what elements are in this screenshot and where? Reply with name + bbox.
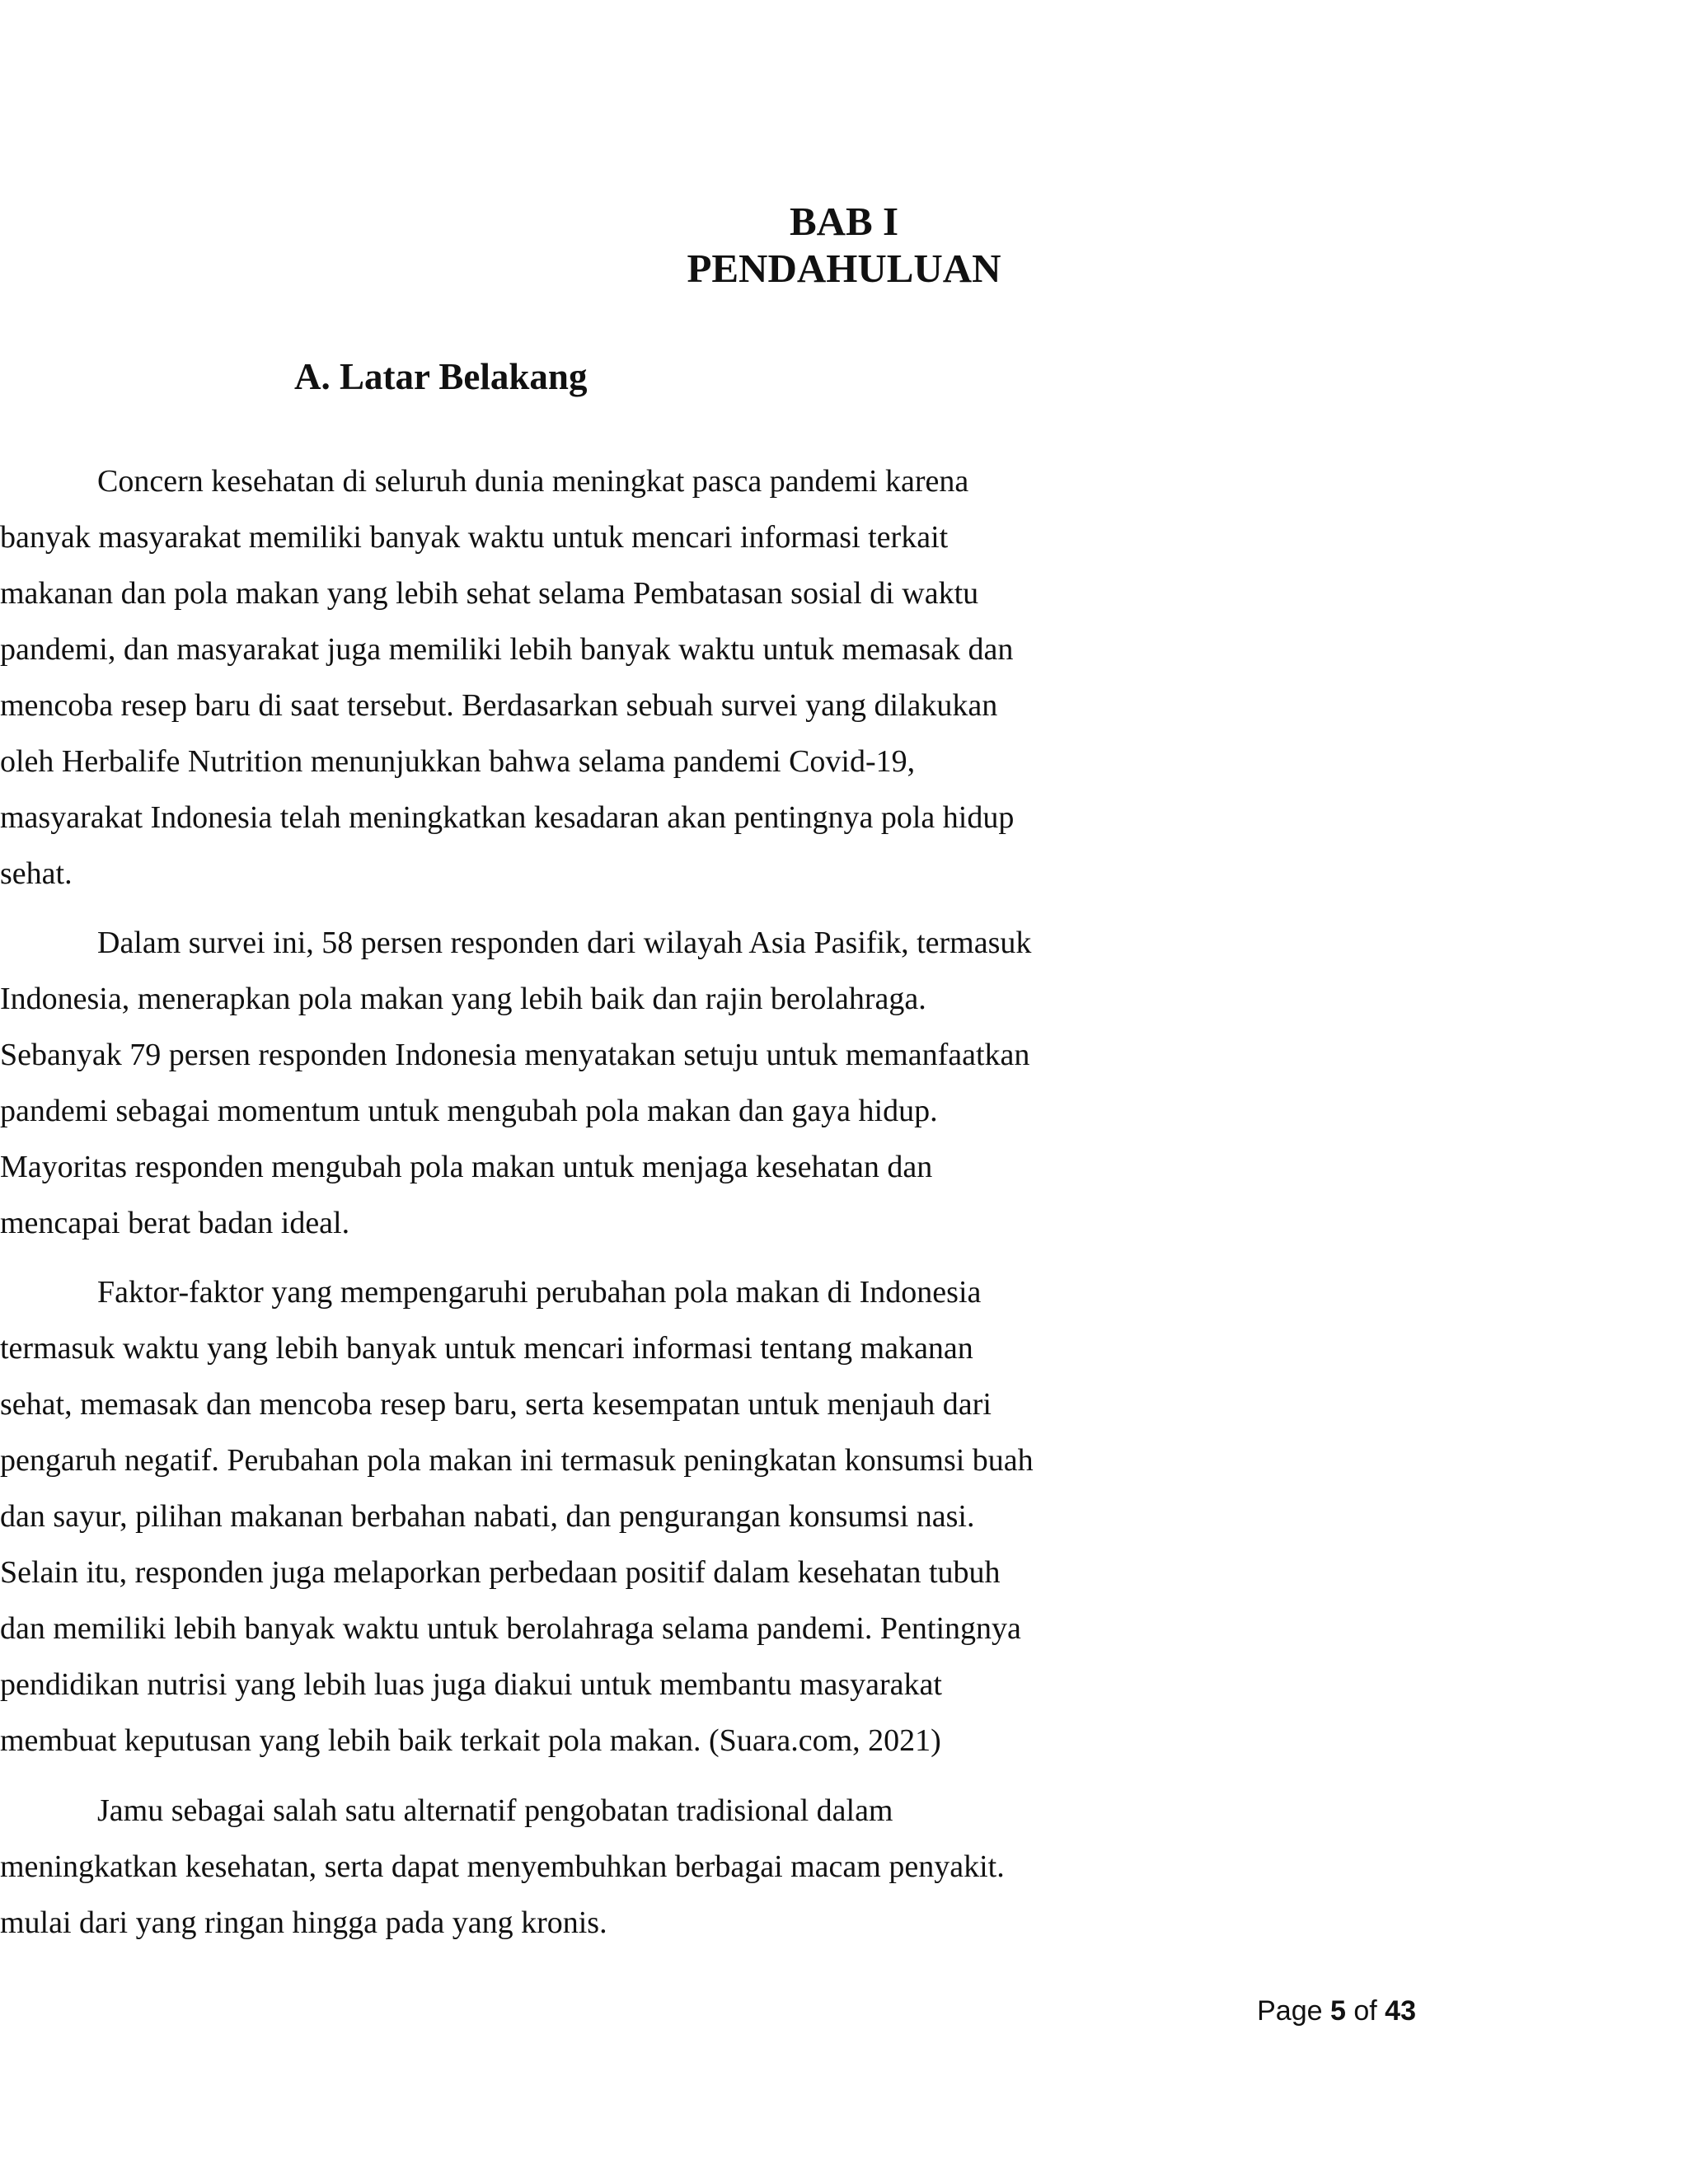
paragraph-line: pandemi sebagai momentum untuk mengubah pola makan dan gaya hidup. (0, 1094, 938, 1128)
chapter-title: PENDAHULUAN (687, 246, 1001, 291)
paragraph-line: termasuk waktu yang lebih banyak untuk mencari informasi tentang makanan (0, 1331, 973, 1366)
current-page-number: 5 (1329, 1995, 1346, 2027)
paragraph-line: Sebanyak 79 persen responden Indonesia menyatakan setuju untuk memanfaatkan (0, 1038, 1030, 1072)
paragraph-line: mencapai berat badan ideal. (0, 1206, 350, 1240)
paragraph-line: dan memiliki lebih banyak waktu untuk berolahraga selama pandemi. Pentingnya (0, 1611, 1021, 1646)
paragraph-line: mulai dari yang ringan hingga pada yang kronis. (0, 1905, 607, 1940)
paragraph-line: sehat, memasak dan mencoba resep baru, serta kesempatan untuk menjauh dari (0, 1387, 992, 1422)
paragraph-line: meningkatkan kesehatan, serta dapat menyembuhkan berbagai macam penyakit. (0, 1849, 1005, 1884)
paragraph-1 (0, 453, 1104, 902)
paragraph-line: Jamu sebagai salah satu alternatif pengobatan tradisional dalam (97, 1793, 893, 1828)
paragraph-line: banyak masyarakat memiliki banyak waktu untuk mencari informasi terkait (0, 520, 949, 555)
page-label: Page (1257, 1995, 1323, 2027)
paragraph-line: pengaruh negatif. Perubahan pola makan ini termasuk peningkatan konsumsi buah (0, 1443, 1034, 1478)
paragraph-line: pendidikan nutrisi yang lebih luas juga diakui untuk membantu masyarakat (0, 1667, 942, 1702)
paragraph-line: dan sayur, pilihan makanan berbahan nabati, dan pengurangan konsumsi nasi. (0, 1499, 975, 1534)
paragraph-line: sehat. (0, 856, 73, 891)
paragraph-line: makanan dan pola makan yang lebih sehat selama Pembatasan sosial di waktu (0, 576, 979, 611)
paragraph-line: Mayoritas responden mengubah pola makan untuk menjaga kesehatan dan (0, 1150, 933, 1184)
paragraph-2 (0, 915, 1104, 1251)
page-of-label: of (1353, 1995, 1377, 2027)
paragraph-line: mencoba resep baru di saat tersebut. Berdasarkan sebuah survei yang dilakukan (0, 688, 998, 723)
paragraph-line: Dalam survei ini, 58 persen responden dari wilayah Asia Pasifik, termasuk (97, 926, 1032, 960)
paragraph-line: Selain itu, responden juga melaporkan perbedaan positif dalam kesehatan tubuh (0, 1555, 1001, 1590)
section-heading: A. Latar Belakang (294, 356, 588, 397)
paragraph-line: membuat keputusan yang lebih baik terkait pola makan. (Suara.com, 2021) (0, 1723, 941, 1758)
chapter-number: BAB I (789, 199, 899, 244)
page-number-footer (1257, 1993, 1416, 2029)
total-page-count: 43 (1385, 1995, 1416, 2027)
paragraph-line: pandemi, dan masyarakat juga memiliki lebih banyak waktu untuk memasak dan (0, 632, 1014, 667)
paragraph-line: Indonesia, menerapkan pola makan yang lebih baik dan rajin berolahraga. (0, 982, 926, 1016)
paragraph-line: oleh Herbalife Nutrition menunjukkan bahwa selama pandemi Covid-19, (0, 744, 916, 779)
paragraph-line: masyarakat Indonesia telah meningkatkan kesadaran akan pentingnya pola hidup (0, 800, 1015, 835)
paragraph-3 (0, 1264, 1104, 1769)
paragraph-line: Concern kesehatan di seluruh dunia meningkat pasca pandemi karena (97, 464, 969, 499)
paragraph-4 (0, 1783, 1104, 1951)
paragraph-line: Faktor-faktor yang mempengaruhi perubahan pola makan di Indonesia (97, 1275, 982, 1310)
